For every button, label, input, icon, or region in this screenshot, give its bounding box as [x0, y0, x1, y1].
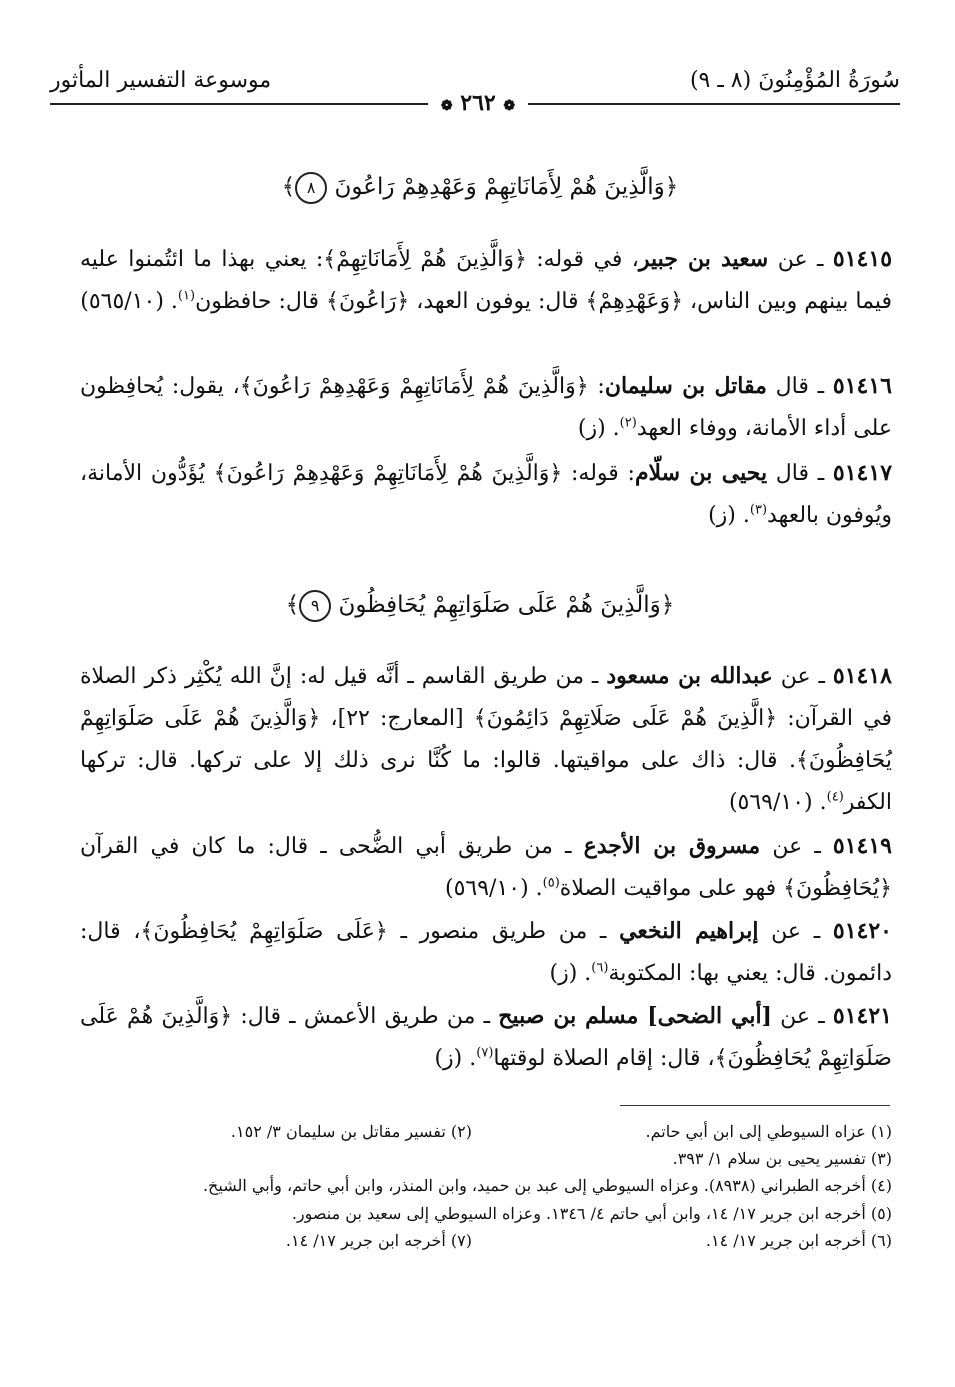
- entry-number: ٥١٤١٩: [832, 833, 892, 859]
- verse-heading-9: ﴿وَالَّذِينَ هُمْ عَلَى صَلَوَاتِهِمْ يُحَافِظُونَ ٩﴾: [80, 590, 880, 622]
- tafsir-entry: [80, 995, 892, 1080]
- entry-prefix: عن: [768, 247, 808, 272]
- verse-text: ﴿وَالَّذِينَ هُمْ لِأَمَانَاتِهِمْ وَعَهْدِهِمْ رَاعُونَ: [334, 174, 679, 200]
- footnote-ref[interactable]: (٦): [591, 960, 609, 976]
- narrator-name: مقاتل بن سليمان: [604, 373, 767, 399]
- ornament-icon: ❁: [440, 98, 453, 114]
- narrator-name: سعيد بن جبير: [638, 246, 769, 272]
- footnote-1: (١) عزاه السيوطي إلى ابن أبي حاتم.: [645, 1122, 892, 1141]
- tafsir-entry: [80, 655, 892, 824]
- source-ref: . (ز): [434, 1046, 477, 1071]
- entry-number: ٥١٤٢١: [832, 1003, 892, 1029]
- footnote-5: (٥) أخرجه ابن جرير ١٧/ ١٤، وابن أبي حاتم ٤/ ١٣٤٦. وعزاه السيوطي إلى سعيد بن منصور.: [291, 1204, 892, 1223]
- verse-heading-8: ﴿وَالَّذِينَ هُمْ لِأَمَانَاتِهِمْ وَعَهْدِهِمْ رَاعُونَ ٨﴾: [80, 172, 880, 204]
- entry-number: ٥١٤١٥: [832, 246, 893, 272]
- entry-body: ـ من طريق القاسم ـ أنَّه قيل له: إنَّ الله يُكْثِر ذكر الصلاة في القرآن: ﴿الَّذِينَ هُمْ عَلَى صَلَاتِهِمْ دَائِمُونَ﴾ [المعارج: ٢٢]، ﴿وَالَّذِينَ هُمْ عَلَى صَلَوَاتِهِمْ يُحَافِظُونَ﴾. قال: ذاك على مواقيتها. قالوا: ما كُنَّا نرى ذلك إلا على تركها. قال: تركها الكفر: [80, 664, 892, 815]
- footnote-ref[interactable]: (٢): [619, 415, 637, 431]
- tafsir-entry: [80, 452, 892, 537]
- narrator-name: مسروق بن الأجدع: [583, 833, 761, 859]
- entry-prefix: عن: [771, 1004, 811, 1029]
- footnote-rule: [620, 1105, 890, 1106]
- source-ref: . (٥٦٩/١٠): [728, 790, 827, 815]
- tafsir-entry: [80, 910, 892, 995]
- page-number: ٢٦٢: [460, 90, 496, 116]
- entry-body: ـ من طريق منصور ـ ﴿عَلَى صَلَوَاتِهِمْ يُحَافِظُونَ﴾، قال: دائمون. قال: يعني بها: المكتوبة: [80, 919, 892, 986]
- source-ref: . (٥٦٥/١٠): [80, 289, 178, 314]
- verse-text: ﴿وَالَّذِينَ هُمْ عَلَى صَلَوَاتِهِمْ يُحَافِظُونَ: [338, 592, 675, 618]
- verse-number-badge: ٨: [295, 172, 327, 204]
- footnote-ref[interactable]: (٧): [476, 1045, 494, 1061]
- footnote-6: (٦) أخرجه ابن جرير ١٧/ ١٤.: [705, 1231, 892, 1250]
- source-ref: . (ز): [549, 961, 592, 986]
- source-ref: . (ز): [577, 416, 620, 441]
- page-number-block: [428, 90, 528, 116]
- entry-body: ـ من طريق أبي الضُّحى ـ قال: ما كان في القرآن ﴿يُحَافِظُونَ﴾ فهو على مواقيت الصلاة: [80, 834, 892, 901]
- entry-dash: ـ: [810, 664, 833, 689]
- verse-number-badge: ٩: [299, 590, 331, 622]
- ornament-icon: ❁: [503, 98, 516, 114]
- narrator-name: عبدالله بن مسعود: [606, 663, 773, 689]
- footnote-7: (٧) أخرجه ابن جرير ١٧/ ١٤.: [285, 1231, 472, 1250]
- entry-prefix: عن: [758, 919, 802, 944]
- entry-number: ٥١٤١٧: [832, 460, 893, 486]
- surah-title: سُورَةُ المُؤْمِنُونَ (٨ ـ ٩): [689, 68, 900, 93]
- tafsir-entry: [80, 238, 892, 323]
- footnote-4: (٤) أخرجه الطبراني (٨٩٣٨). وعزاه السيوطي إلى عبد بن حميد، وابن المنذر، وابن أبي حاتم، وأبي الشيخ.: [202, 1176, 892, 1195]
- source-ref: . (٥٦٩/١٠): [444, 876, 543, 901]
- entry-prefix: عن: [760, 834, 803, 859]
- book-title: موسوعة التفسير المأثور: [50, 68, 272, 93]
- entry-dash: ـ: [809, 461, 833, 486]
- entry-dash: ـ: [801, 919, 833, 944]
- entry-prefix: قال: [766, 374, 809, 399]
- footnote-ref[interactable]: (٤): [826, 789, 844, 805]
- narrator-name: [أبي الضحى] مسلم بن صبيح: [498, 1003, 772, 1029]
- narrator-name: يحيى بن سلّام: [634, 460, 768, 486]
- entry-number: ٥١٤١٨: [832, 663, 892, 689]
- entry-body: ـ من طريق الأعمش ـ قال: ﴿وَالَّذِينَ هُمْ عَلَى صَلَوَاتِهِمْ يُحَافِظُونَ﴾، قال: إقام الصلاة لوقتها: [80, 1004, 892, 1071]
- tafsir-entry: [80, 365, 892, 450]
- entry-body: ، في قوله: ﴿وَالَّذِينَ هُمْ لِأَمَانَاتِهِمْ﴾: يعني بهذا ما ائتُمنوا عليه فيما بينهم وبين الناس، ﴿وَعَهْدِهِمْ﴾ قال: يوفون العهد، ﴿رَاعُونَ﴾ قال: حافظون: [80, 247, 892, 314]
- footnote-3: (٣) تفسير يحيى بن سلام ١/ ٣٩٣.: [672, 1149, 892, 1168]
- entry-number: ٥١٤٢٠: [832, 918, 892, 944]
- entry-prefix: قال: [767, 461, 810, 486]
- entry-dash: ـ: [808, 374, 833, 399]
- source-ref: . (ز): [708, 503, 750, 528]
- footnote-ref[interactable]: (٥): [542, 875, 560, 891]
- entry-dash: ـ: [807, 247, 833, 272]
- entry-body: : ﴿وَالَّذِينَ هُمْ لِأَمَانَاتِهِمْ وَعَهْدِهِمْ رَاعُونَ﴾، يقول: يُحافِظون على أداء الأمانة، ووفاء العهد: [80, 374, 892, 441]
- entry-number: ٥١٤١٦: [832, 373, 892, 399]
- entry-dash: ـ: [810, 1004, 833, 1029]
- tafsir-entry: [80, 825, 892, 910]
- entry-dash: ـ: [802, 834, 833, 859]
- footnote-ref[interactable]: (٣): [749, 502, 768, 518]
- footnote-2: (٢) تفسير مقاتل بن سليمان ٣/ ١٥٢.: [230, 1122, 472, 1141]
- entry-prefix: عن: [772, 664, 811, 689]
- narrator-name: إبراهيم النخعي: [619, 918, 759, 944]
- entry-body: : قوله: ﴿وَالَّذِينَ هُمْ لِأَمَانَاتِهِمْ وَعَهْدِهِمْ رَاعُونَ﴾ يُؤَدُّون الأمانة، ويُوفون بالعهد: [80, 461, 892, 528]
- footnote-ref[interactable]: (١): [177, 288, 196, 304]
- footnotes: [80, 1120, 892, 1256]
